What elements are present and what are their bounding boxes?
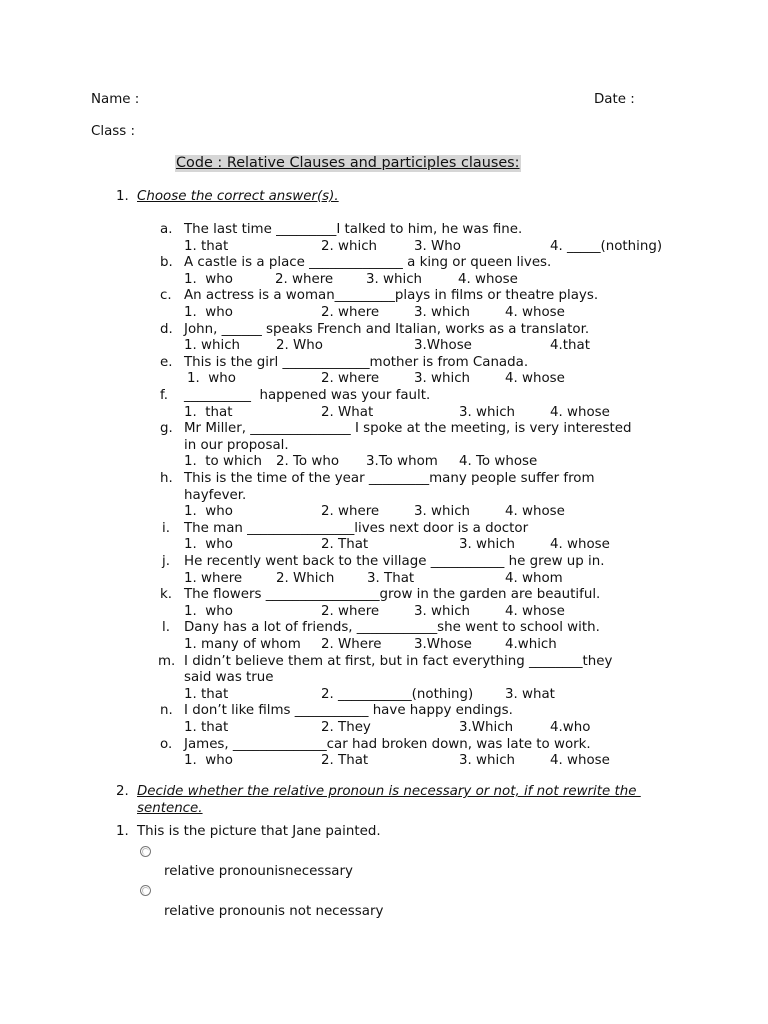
question-text: in our proposal. <box>184 437 289 453</box>
answer-option[interactable]: 1. who <box>184 603 233 619</box>
question-text: He recently went back to the village ___________ he grew up in. <box>184 554 605 569</box>
answer-option[interactable]: 3. what <box>505 686 555 702</box>
answer-option[interactable]: 1. who <box>184 753 233 769</box>
page-title: Code : Relative Clauses and participles clauses: <box>176 155 520 171</box>
question-letter: f. <box>160 388 168 403</box>
answer-option[interactable]: 4. whom <box>505 570 563 586</box>
answer-option[interactable]: 3. which <box>414 603 471 619</box>
radio-necessary[interactable] <box>140 846 151 857</box>
answer-option[interactable]: 4. To whose <box>459 454 538 470</box>
answer-option[interactable]: 2. where <box>321 305 380 320</box>
answer-option[interactable]: 2. where <box>275 271 334 287</box>
answer-option[interactable]: 3. That <box>367 570 415 586</box>
answer-option[interactable]: 3. which <box>414 305 471 320</box>
question-letter: a. <box>160 222 173 237</box>
answer-option[interactable]: 1. which <box>184 338 241 354</box>
answer-option[interactable]: 2. Who <box>276 338 323 354</box>
answer-option[interactable]: 4. whose <box>550 753 610 769</box>
question-letter: k. <box>160 587 173 603</box>
question-letter: n. <box>160 703 173 719</box>
question-letter: e. <box>160 354 173 370</box>
answer-option[interactable]: 3.Which <box>459 720 514 735</box>
question-letter: j. <box>162 554 170 569</box>
answer-option[interactable]: 3.Whose <box>414 338 472 354</box>
answer-option[interactable]: 2. That <box>321 537 369 553</box>
answer-option[interactable]: 1. where <box>184 570 243 586</box>
section1-instruction: Choose the correct answer(s). <box>137 189 339 204</box>
answer-option[interactable]: 1. who <box>184 504 233 520</box>
answer-option[interactable]: 2. which <box>321 238 378 254</box>
section1-number: 1. <box>116 189 129 204</box>
answer-option[interactable]: 4. whose <box>505 504 565 520</box>
section2-instruction-line-2: sentence. <box>137 801 203 816</box>
answer-option[interactable]: 4. whose <box>458 271 518 287</box>
question-text: said was true <box>184 670 274 686</box>
answer-option[interactable]: 1. that <box>184 238 229 254</box>
answer-option[interactable]: 3. which <box>366 271 423 287</box>
question-text: __________ happened was your fault. <box>184 388 431 403</box>
answer-option[interactable]: 4. whose <box>505 603 565 619</box>
answer-option[interactable]: 2. That <box>321 753 369 769</box>
answer-option[interactable]: 1. who <box>187 371 236 387</box>
answer-option[interactable]: 1. that <box>184 720 229 735</box>
question-text: A castle is a place ______________ a king or queen lives. <box>184 255 552 271</box>
class-label: Class : <box>91 124 135 139</box>
question-text: The last time _________I talked to him, he was fine. <box>184 222 523 237</box>
answer-option[interactable]: 1. many of whom <box>184 637 301 652</box>
answer-option[interactable]: 1. who <box>184 271 233 287</box>
answer-option[interactable]: 2. What <box>321 404 374 420</box>
question-text: This is the girl _____________mother is from Canada. <box>184 354 529 370</box>
section2-item-text: This is the picture that Jane painted. <box>137 824 381 839</box>
question-text: hayfever. <box>184 487 247 503</box>
question-text: I didn’t believe them at first, but in fact everything ________they <box>184 653 613 669</box>
question-text: James, ______________car had broken down, was late to work. <box>184 736 591 752</box>
answer-option[interactable]: 2. To who <box>276 454 340 470</box>
answer-option[interactable]: 2. where <box>321 504 380 520</box>
answer-option[interactable]: 3. which <box>414 371 471 387</box>
answer-option[interactable]: 2. Where <box>321 637 382 652</box>
answer-option[interactable]: 3. which <box>459 404 516 420</box>
question-text: The man ________________lives next door is a doctor <box>184 520 529 536</box>
date-label: Date : <box>594 92 635 107</box>
answer-option[interactable]: 4.who <box>550 720 591 735</box>
question-text: The flowers _________________grow in the garden are beautiful. <box>184 587 601 603</box>
answer-option[interactable]: 4.that <box>550 338 590 354</box>
answer-option[interactable]: 3.Whose <box>414 637 472 652</box>
answer-option[interactable]: 2. ___________(nothing) <box>321 686 474 702</box>
choice-not-necessary-label: relative pronounis not necessary <box>164 904 384 919</box>
answer-option[interactable]: 1. that <box>184 404 233 420</box>
question-letter: d. <box>160 321 173 337</box>
answer-option[interactable]: 2. Which <box>276 570 335 586</box>
question-text: Mr Miller, _______________ I spoke at the meeting, is very interested <box>184 421 632 437</box>
answer-option[interactable]: 4. whose <box>550 537 610 553</box>
answer-option[interactable]: 1. who <box>184 537 233 553</box>
answer-option[interactable]: 1. to which <box>184 454 262 470</box>
answer-option[interactable]: 4.which <box>505 637 557 652</box>
question-text: An actress is a woman_________plays in films or theatre plays. <box>184 288 599 304</box>
question-letter: i. <box>162 520 170 536</box>
answer-option[interactable]: 3. which <box>459 537 516 553</box>
question-text: Dany has a lot of friends, ____________she went to school with. <box>184 620 600 636</box>
answer-option[interactable]: 3. Who <box>414 238 461 254</box>
answer-option[interactable]: 4. whose <box>550 404 610 420</box>
answer-option[interactable]: 2. where <box>321 603 380 619</box>
question-letter: b. <box>160 255 173 271</box>
answer-option[interactable]: 3. which <box>414 504 471 520</box>
answer-option[interactable]: 4. whose <box>505 305 565 320</box>
name-label: Name : <box>91 92 140 107</box>
question-letter: m. <box>158 653 176 669</box>
question-letter: l. <box>162 620 170 636</box>
section2-instruction-line-1: Decide whether the relative pronoun is necessary or not, if not rewrite the <box>137 784 641 799</box>
question-text: I don’t like films ___________ have happy endings. <box>184 703 513 719</box>
question-letter: g. <box>160 421 173 437</box>
answer-option[interactable]: 2. where <box>321 371 380 387</box>
answer-option[interactable]: 1. who <box>184 305 233 320</box>
answer-option[interactable]: 4. _____(nothing) <box>550 238 663 254</box>
answer-option[interactable]: 3. which <box>459 753 516 769</box>
radio-not-necessary[interactable] <box>140 885 151 896</box>
question-text: John, ______ speaks French and Italian, works as a translator. <box>184 321 590 337</box>
choice-necessary-label: relative pronounisnecessary <box>164 864 353 879</box>
question-letter: c. <box>160 288 172 304</box>
question-letter: o. <box>160 736 173 752</box>
answer-option[interactable]: 4. whose <box>505 371 565 387</box>
answer-option[interactable]: 3.To whom <box>366 454 438 470</box>
section2-number: 2. <box>116 784 129 799</box>
question-text: This is the time of the year _________many people suffer from <box>184 471 595 486</box>
section2-item-number: 1. <box>116 824 129 839</box>
answer-option[interactable]: 2. They <box>321 720 371 735</box>
question-letter: h. <box>160 471 173 486</box>
answer-option[interactable]: 1. that <box>184 686 229 702</box>
